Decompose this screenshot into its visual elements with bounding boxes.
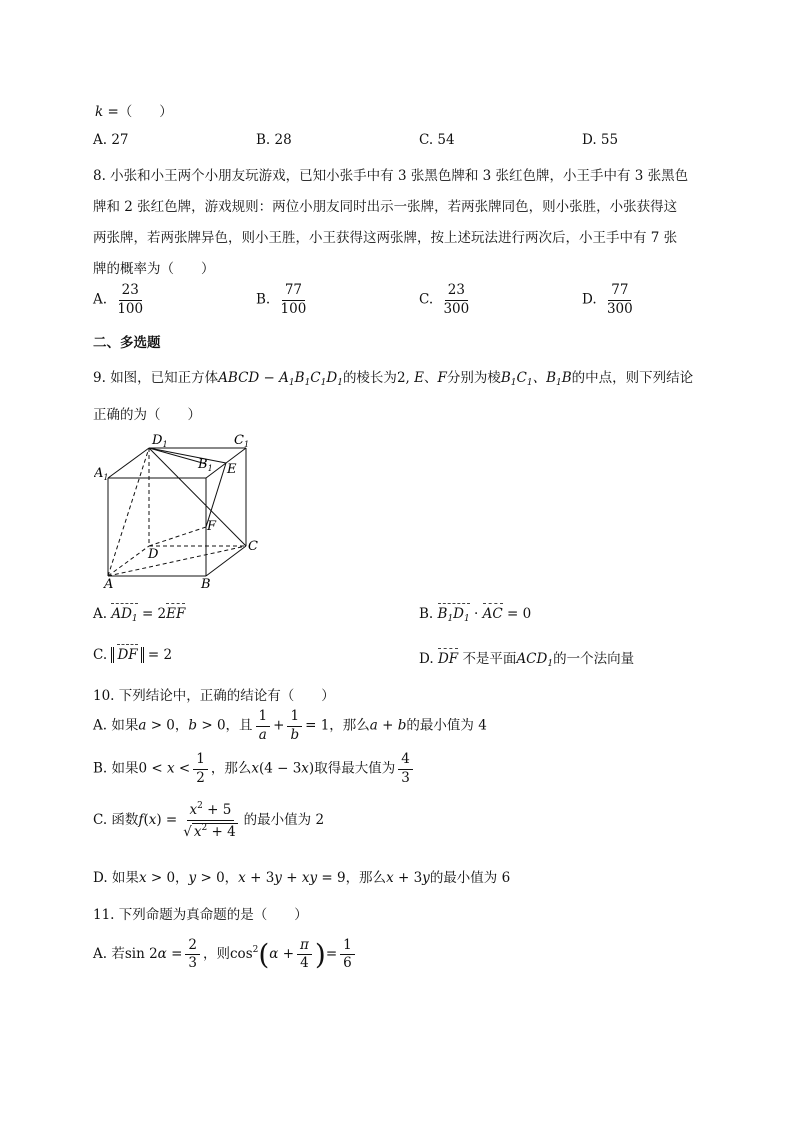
text: 的最小值为 6	[429, 870, 511, 886]
fraction: $\frac{2}{3}$	[185, 939, 200, 971]
fraction: $\frac{1}{6}$	[340, 939, 355, 971]
option-label: A.	[93, 606, 108, 622]
label-b: B	[201, 577, 211, 590]
var-k: k	[95, 104, 104, 120]
label-a1: $A_1$	[94, 466, 109, 482]
fraction	[114, 284, 146, 316]
math: a	[369, 717, 378, 734]
vec-b1d1: $B_1D_1$	[437, 606, 470, 624]
math-edge: 2, E、F	[396, 370, 447, 386]
edge-a1d1	[108, 448, 149, 478]
q9-text: 分别为棱	[446, 370, 501, 386]
text: 的最小值为 4	[406, 717, 487, 734]
math: a	[138, 717, 147, 734]
math: b	[188, 717, 198, 734]
edge-ad	[108, 546, 149, 576]
text: ，那么	[329, 717, 370, 734]
label-b1: $B_1$	[198, 457, 213, 473]
fraction: $\frac{\pi}{4}$	[297, 939, 312, 971]
q8-line3: 两张牌，若两张牌异色，则小王胜，小王获得这两张牌，按上述玩法进行两次后，小王手中有 7 张	[93, 230, 678, 246]
q9-d-text: 不是平面	[462, 651, 517, 667]
text: D. 如果	[93, 870, 139, 886]
text: 取得最大值为	[314, 760, 396, 777]
option-label: B.	[256, 291, 271, 308]
q8-line1: 8. 小张和小王两个小朋友玩游戏，已知小张手中有 3 张黑色牌和 3 张红色牌，小王手中有 3 张黑色	[93, 168, 689, 184]
numerator: 23	[119, 284, 142, 301]
norm-df: DF	[111, 647, 143, 663]
option-label: D.	[582, 291, 597, 308]
math-plane: $ACD_1$	[516, 651, 554, 669]
q7-stem-rest: =（ ）	[103, 104, 173, 120]
q7-option-a[interactable]: A. 27	[93, 132, 129, 148]
text: 的最小值为 2	[243, 812, 325, 828]
text: ，则	[203, 946, 230, 962]
q10-stem: 10. 下列结论中，正确的结论有（ ）	[93, 688, 335, 704]
q9-d-text: 的一个法向量	[553, 651, 635, 667]
option-label: C.	[419, 291, 434, 308]
section-heading: 二、多选题	[93, 335, 161, 351]
fraction: $\frac{4}{3}$	[398, 753, 413, 785]
q9-text: 的棱长为	[342, 370, 397, 386]
option-label: D.	[419, 651, 434, 667]
math: x	[251, 760, 259, 777]
q9-option-b[interactable]: B. $B_1D_1$ · AC = 0	[419, 606, 532, 624]
q9-line1	[93, 366, 693, 388]
math: x	[167, 760, 175, 777]
seg-d1e	[149, 448, 226, 463]
q10-option-a[interactable]: A. 如果a > 0，b > 0，且 $\frac{1}{a}$ + $\frac{1}{b}$ = 1，那么a + b的最小值为 4	[93, 708, 487, 743]
q9-line2: 正确的为（ ）	[93, 407, 201, 423]
text: ，那么	[210, 760, 252, 777]
label-d: D	[148, 547, 159, 562]
q8-option-d[interactable]	[582, 284, 639, 316]
option-label: C.	[93, 647, 108, 663]
math-edges: $B_1C_1$、$B_1B$	[500, 370, 572, 388]
math-cube: ABCD − $A_1B_1C_1D_1$	[218, 370, 343, 388]
option-label: B.	[419, 606, 434, 622]
fraction: $\frac{1}{b}$	[287, 710, 302, 742]
label-f: F	[207, 519, 217, 534]
q8-option-b[interactable]	[256, 284, 312, 316]
q9-option-d[interactable]	[419, 647, 634, 669]
seg-df	[149, 527, 206, 546]
label-c: C	[248, 539, 258, 554]
fraction: $\frac{x^2 + 5}{√ x^2 + 4}$	[183, 801, 236, 840]
q7-option-d[interactable]: D. 55	[582, 132, 619, 148]
fraction	[278, 284, 310, 316]
cube-figure	[94, 430, 269, 590]
text: C. 函数	[93, 812, 139, 828]
q8-option-c[interactable]	[419, 284, 475, 316]
diag-ad1	[108, 448, 149, 576]
q8-line2: 牌和 2 张红色牌，游戏规则：两位小朋友同时出示一张牌，若两张牌同色，则小张胜，小张获得这	[93, 199, 678, 215]
q9-option-c[interactable]: C. DF = 2	[93, 647, 173, 663]
q9-text: 如图，已知正方体	[110, 370, 219, 386]
q8-line4: 牌的概率为（ ）	[93, 261, 215, 277]
numerator: 77	[282, 284, 305, 301]
label-d1: $D_1$	[152, 433, 168, 449]
vec-ad1: $AD_1$	[111, 606, 138, 624]
q9-option-a[interactable]: A. $AD_1 = 2EF$	[93, 606, 186, 624]
numerator: 23	[445, 284, 468, 301]
text: ，且	[225, 717, 253, 734]
text: B. 如果	[93, 760, 139, 777]
q10-option-c[interactable]: C. 函数f(x) = $\frac{x^2 + 5}{√ x^2 + 4}$ 的最小值为 2	[93, 801, 325, 840]
denominator: 100	[117, 300, 144, 317]
denominator: 300	[606, 300, 633, 317]
q10-option-d[interactable]: D. 如果x > 0，y > 0，x + 3y + xy = 9，那么x + 3y的最小值为 6	[93, 870, 511, 886]
denominator: 100	[280, 300, 307, 317]
text: ，那么	[345, 870, 387, 886]
math: x	[386, 870, 394, 886]
q9-number: 9.	[93, 370, 106, 386]
math: b	[397, 717, 407, 734]
q7-stem	[95, 100, 173, 120]
label-e: E	[227, 462, 237, 477]
text: ，	[174, 717, 189, 734]
option-label: A.	[93, 291, 108, 308]
q9-text: 的中点，则下列结论	[571, 370, 694, 386]
math: x	[138, 870, 147, 886]
fraction: $\frac{1}{2}$	[193, 753, 208, 785]
numerator: 77	[608, 284, 631, 301]
math: f	[138, 812, 144, 828]
vec-ef: EF	[166, 606, 186, 622]
fraction: $\frac{1}{a}$	[256, 710, 271, 742]
q11-option-a[interactable]: A. 若sin 2α = $\frac{2}{3}$ ，则$\cos^2(\alpha$ + $\frac{\pi}{4}$ )= $\frac{1}{6}$	[93, 938, 358, 971]
vec-df: DF	[437, 651, 459, 667]
label-c1: $C_1$	[234, 433, 250, 449]
q7-option-b[interactable]: B. 28	[256, 132, 292, 148]
q7-option-c[interactable]: C. 54	[419, 132, 455, 148]
vec-ac: AC	[482, 606, 503, 622]
denominator: 300	[443, 300, 470, 317]
q8-option-a[interactable]	[93, 284, 149, 316]
q11-stem: 11. 下列命题为真命题的是（ ）	[93, 907, 308, 923]
text: A. 若	[93, 946, 125, 962]
text: A. 如果	[93, 717, 139, 734]
fraction	[604, 284, 636, 316]
q10-option-b[interactable]: B. 如果0 < x < $\frac{1}{2}$ ，那么x(4 − 3x)取得最大值为 $\frac{4}{3}$	[93, 753, 416, 785]
fraction	[440, 284, 472, 316]
label-a: A	[104, 577, 114, 590]
